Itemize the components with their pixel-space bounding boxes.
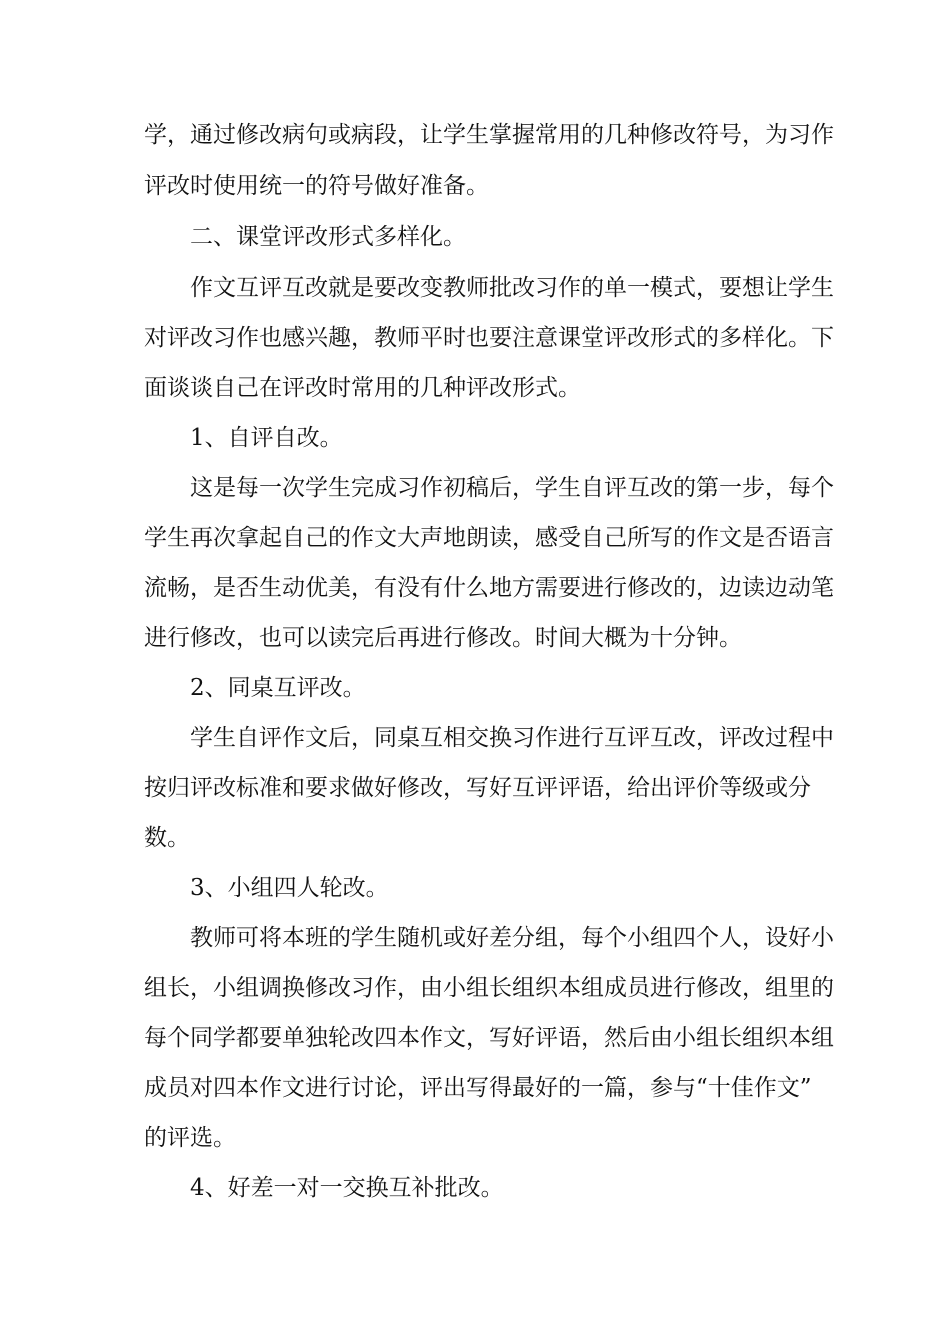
section-heading: 二、课堂评改形式多样化。 (190, 224, 466, 250)
subsection-heading: 2、同桌互评改。 (190, 675, 366, 701)
paragraph-line: 每个同学都要单独轮改四本作文，写好评语，然后由小组长组织本组 (144, 1025, 834, 1051)
subsection-heading: 4、好差一对一交换互补批改。 (190, 1175, 504, 1201)
paragraph-line: 对评改习作也感兴趣，教师平时也要注意课堂评改形式的多样化。下 (144, 325, 834, 351)
paragraph-line: 评改时使用统一的符号做好准备。 (144, 173, 489, 199)
paragraph-line: 数。 (144, 825, 190, 851)
paragraph-line: 面谈谈自己在评改时常用的几种评改形式。 (144, 375, 581, 401)
paragraph-line: 按归评改标准和要求做好修改，写好互评评语，给出评价等级或分 (144, 775, 811, 801)
subsection-heading: 3、小组四人轮改。 (190, 875, 389, 901)
paragraph-line: 学生再次拿起自己的作文大声地朗读，感受自己所写的作文是否语言 (144, 525, 834, 551)
paragraph-line: 的评选。 (144, 1125, 236, 1151)
paragraph-line: 教师可将本班的学生随机或好差分组，每个小组四个人，设好小 (190, 925, 834, 951)
paragraph-line: 进行修改，也可以读完后再进行修改。时间大概为十分钟。 (144, 625, 742, 651)
paragraph-line: 作文互评互改就是要改变教师批改习作的单一模式，要想让学生 (190, 275, 834, 301)
paragraph-line: 这是每一次学生完成习作初稿后，学生自评互改的第一步，每个 (190, 475, 834, 501)
paragraph-line: 成员对四本作文进行讨论，评出写得最好的一篇，参与“十佳作文” (144, 1075, 812, 1101)
subsection-heading: 1、自评自改。 (190, 425, 343, 451)
paragraph-line: 流畅，是否生动优美，有没有什么地方需要进行修改的，边读边动笔 (144, 575, 834, 601)
paragraph-line: 组长，小组调换修改习作，由小组长组织本组成员进行修改，组里的 (144, 975, 834, 1001)
paragraph-line: 学生自评作文后，同桌互相交换习作进行互评互改，评改过程中 (190, 725, 834, 751)
paragraph-line: 学，通过修改病句或病段，让学生掌握常用的几种修改符号，为习作 (144, 122, 834, 148)
